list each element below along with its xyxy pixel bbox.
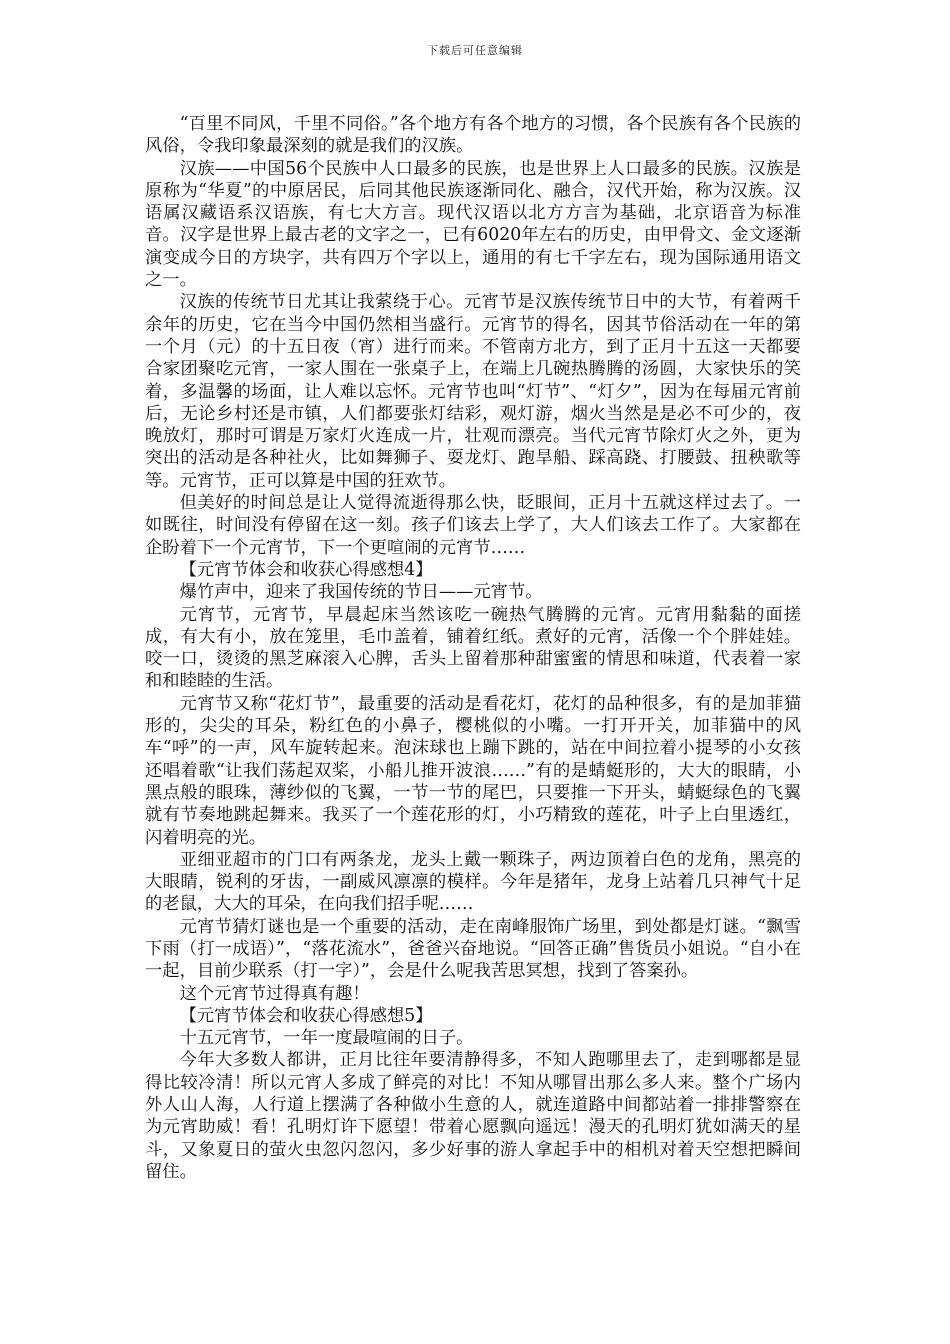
paragraph-lantern-festival: 汉族的传统节日尤其让我萦绕于心。元宵节是汉族传统节日中的大节，有着两千余年的历史，它在当今中国仍然相当盛行。元宵节的得名，因其节俗活动在一年的第一个月（元）的十五日夜（宵）进行而来。不管南方北方，到了正月十五这一天都要合家团聚吃元宵，一家人围在一张桌子上，在端上几碗热腾腾的汤圆，大家快乐的笑着，多温馨的场面，让人难以忘怀。元宵节也叫“灯节”、“灯夕”，因为在每届元宵前后，无论乡村还是市镇，人们都要张灯结彩，观灯游，烟火当然是是必不可少的，夜晚放灯，那时可谓是万家灯火连成一片，壮观而漂亮。当代元宵节除灯火之外，更为突出的活动是各种社火，比如舞狮子、耍龙灯、跑旱船、踩高跷、打腰鼓、扭秧歌等等。元宵节，正可以算是中国的狂欢节。 bbox=[145, 292, 801, 491]
paragraph-yuanxiao-food: 元宵节，元宵节，早晨起床当然该吃一碗热气腾腾的元宵。元宵用黏黏的面搓成，有大有小，放在笼里，毛巾盖着，铺着红纸。煮好的元宵，活像一个个胖娃娃。咬一口，烫烫的黑芝麻滚入心脾，舌头上留着那种甜蜜蜜的情思和味道，代表着一家和和睦睦的生活。 bbox=[145, 604, 801, 692]
paragraph-fun: 这个元宵节过得真有趣！ bbox=[179, 983, 370, 1004]
section-heading-5: 【元宵节体会和收获心得感想5】 bbox=[179, 1005, 433, 1026]
document-body bbox=[145, 113, 801, 1183]
paragraph-sky-lanterns: 今年大多数人都讲，正月比往年要清静得多，不知人跑哪里去了，走到哪都是显得比较冷清！所以元宵人多成了鲜亮的对比！不知从哪冒出那么多人来。整个广场内外人山人海，人行道上摆满了各种做小生意的人，就连道路中间都站着一排排警察在为元宵助威！看！孔明灯许下愿望！带着心愿飘向遥远！漫天的孔明灯犹如满天的星斗，又象夏日的萤火虫忽闪忽闪，多少好事的游人拿起手中的相机对着天空想把瞬间留住。 bbox=[145, 1050, 801, 1182]
paragraph-dragons: 亚细亚超市的门口有两条龙，龙头上戴一颗珠子，两边顶着白色的龙角，黑亮的大眼睛，锐利的牙齿，一副威风凛凛的模样。今年是猪年，龙身上站着几只神气十足的老鼠，大大的耳朵，在向我们招手呢…… bbox=[145, 849, 801, 915]
paragraph-flower-lanterns: 元宵节又称“花灯节”，最重要的活动是看花灯，花灯的品种很多，有的是加菲猫形的，尖尖的耳朵，粉红色的小鼻子，樱桃似的小嘴。一打开开关，加菲猫中的风车“呼”的一声，风车旋转起来。泡沫球也上蹦下跳的，站在中间拉着小提琴的小女孩还唱着歌“让我们荡起双桨，小船儿推开波浪……”有的是蜻蜓形的，大大的眼睛，小黑点般的眼珠，薄纱似的飞翼，一节一节的尾巴，只要推一下开头，蜻蜓绿色的飞翼就有节奏地跳起舞来。我买了一个莲花形的灯，小巧精致的莲花，叶子上白里透红，闪着明亮的光。 bbox=[145, 693, 801, 848]
paragraph-time-passes: 但美好的时间总是让人觉得流逝得那么快，眨眼间，正月十五就这样过去了。一如既往，时间没有停留在这一刻。孩子们该去上学了，大人们该去工作了。大家都在企盼着下一个元宵节，下一个更喧闹的元宵节…… bbox=[145, 493, 801, 558]
paragraph-han-nationality: 汉族——中国56个民族中人口最多的民族，也是世界上人口最多的民族。汉族是原称为“华夏”的中原居民，后同其他民族逐渐同化、融合，汉代开始，称为汉族。汉语属汉藏语系汉语族，有七大方言。现代汉语以北方方言为基础，北京语音为标准音。汉字是世界上最古老的文字之一，已有6020年左右的历史，由甲骨文、金文逐渐演变成今日的方块字，共有四万个字以上，通用的有七千字左右，现为国际通用语文之一。 bbox=[145, 158, 801, 291]
paragraph-intro: “百里不同风，千里不同俗。”各个地方有各个地方的习惯，各个民族有各个民族的风俗，令我印象最深刻的就是我们的汉族。 bbox=[145, 114, 801, 157]
paragraph-firecrackers: 爆竹声中，迎来了我国传统的节日——元宵节。 bbox=[179, 582, 543, 603]
header-note: 下载后可任意编辑 bbox=[427, 44, 523, 57]
section-heading-4: 【元宵节体会和收获心得感想4】 bbox=[179, 559, 433, 580]
paragraph-fifteenth: 十五元宵节，一年一度最喧闹的日子。 bbox=[179, 1028, 474, 1049]
paragraph-lantern-riddles: 元宵节猜灯谜也是一个重要的活动，走在南峰服饰广场里，到处都是灯谜。“飘雪下雨（打一成语）”，“落花流水”，爸爸兴奋地说。“回答正确”售货员小姐说。“自小在一起，目前少联系（打一字）”，会是什么呢我苦思冥想，找到了答案孙。 bbox=[145, 916, 801, 982]
